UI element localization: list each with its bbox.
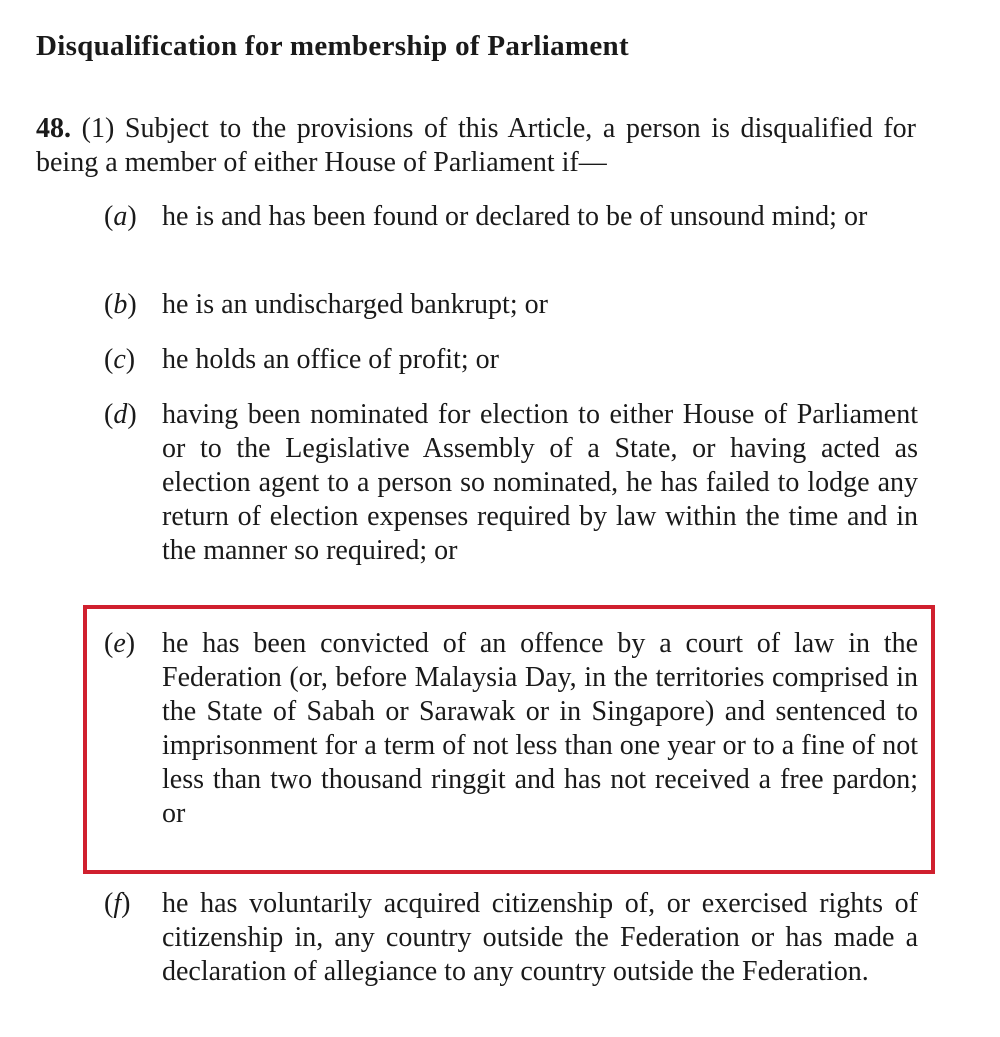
clause-text: he is and has been found or declared to be of unsound mind; or — [162, 201, 868, 232]
clause-c — [104, 343, 918, 377]
clause-text: he is an undischarged bankrupt; or — [162, 289, 548, 320]
clause-label: (c) — [104, 344, 136, 375]
clause-a — [104, 200, 918, 234]
clause-letter: d — [113, 399, 128, 430]
clause-label: (a) — [104, 201, 137, 232]
article-number: 48. — [36, 113, 71, 144]
clause-text: he holds an office of profit; or — [162, 344, 499, 375]
section-heading: Disqualification for membership of Parliament — [36, 30, 629, 62]
subsection-number: (1) — [81, 113, 115, 144]
clause-letter: a — [113, 201, 128, 232]
article-intro-text: Subject to the provisions of this Article, a person is disqualified for being a member of either House of Parliament if— — [36, 113, 916, 178]
highlight-box — [83, 605, 935, 874]
clause-letter: c — [113, 344, 126, 375]
clause-label: (f) — [104, 888, 131, 919]
clause-b — [104, 288, 918, 322]
clause-d — [104, 398, 918, 568]
clause-label: (e) — [104, 628, 136, 659]
clause-letter: f — [113, 888, 122, 919]
clause-letter: e — [113, 628, 126, 659]
clause-text: he has voluntarily acquired citizenship of, or exercised rights of citizenship in, any country outside the Federation or has made a declaration of allegiance to any country outside the Federation. — [162, 888, 918, 987]
clause-text: he has been convicted of an offence by a court of law in the Federation (or, before Malaysia Day, in the territories comprised in the State of Sabah or Sarawak or in Singapore) and sentenced to imprisonment for a term of not less than one year or to a fine of not less than two thousand ringgit and has not received a free pardon; or — [162, 628, 918, 829]
clause-label: (b) — [104, 289, 137, 320]
clause-label: (d) — [104, 399, 137, 430]
clause-text: having been nominated for election to either House of Parliament or to the Legislative Assembly of a State, or having acted as election agent to a person so nominated, he has failed to lodge any return of election expenses required by law within the time and in the manner so required; or — [162, 399, 918, 566]
article-intro — [36, 112, 916, 180]
clause-letter: b — [113, 289, 128, 320]
clause-f — [104, 887, 918, 989]
